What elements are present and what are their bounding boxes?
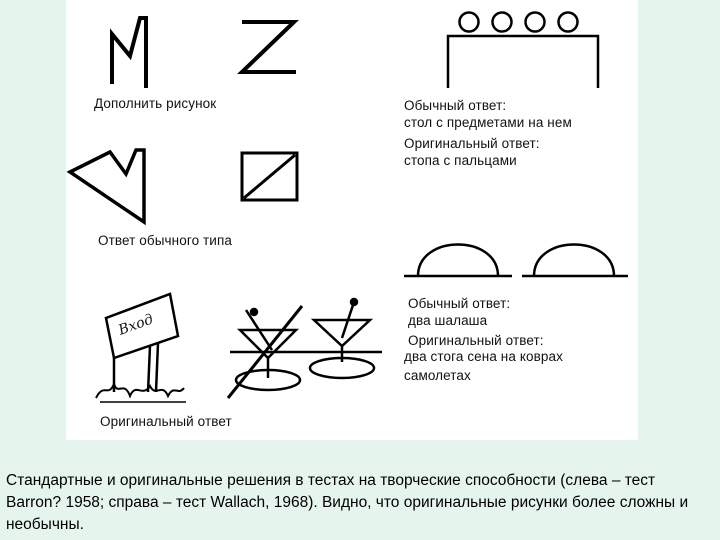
figure-panel [66,0,638,440]
sign-text: Вход [116,311,156,339]
ordinary-answer-triangle-figure [70,150,144,222]
right-bottom-ordinary-text: два шалаша [408,313,488,328]
label-complete-drawing: Дополнить рисунок [94,96,217,111]
figure-caption: Стандартные и оригинальные решения в тестах на творческие способности (слева – тест Barron? 1958; справа – тест Wallach, 1968). Видно, что оригинальные рисунки более сложны и необычны. [6,472,689,533]
stimulus-z-figure [242,22,296,72]
stimulus-zigzag-figure [112,18,146,88]
square-diagonal [244,155,295,198]
wallach-circles-table-drawing [448,13,598,89]
wallach-semicircles-drawing [404,245,628,277]
right-top-original-text: стопа с пальцами [404,153,517,168]
right-bottom-ordinary-title: Обычный ответ: [408,296,511,311]
right-bottom-original-text-1: два стога сена на коврах [404,349,563,364]
right-bottom-original-title: Оригинальный ответ: [408,333,544,348]
right-top-ordinary-text: стол с предметами на нем [404,115,572,130]
original-answer-sign-drawing [96,294,186,402]
label-original-answer: Оригинальный ответ [100,414,232,429]
figure-drawings [66,0,638,440]
right-top-ordinary-title: Обычный ответ: [404,98,507,113]
label-ordinary-type-answer: Ответ обычного типа [98,233,232,248]
right-top-original-title: Оригинальный ответ: [404,136,540,151]
right-bottom-original-text-2: самолетах [404,368,471,383]
original-answer-glasses-drawing [228,299,382,398]
